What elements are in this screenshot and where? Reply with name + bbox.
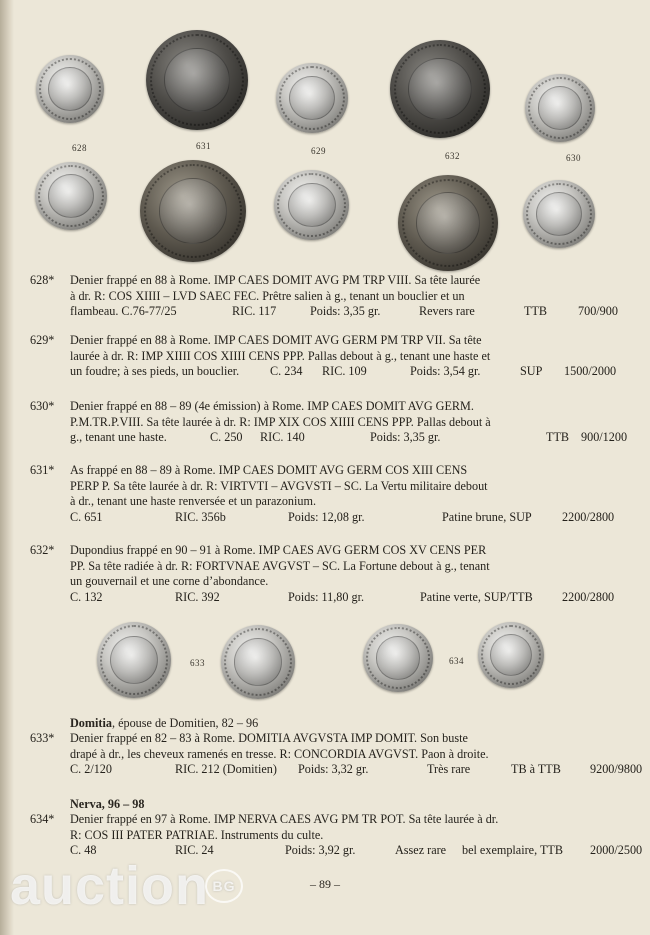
watermark-logo [10,855,243,917]
lot-number: 634* [30,812,55,826]
lot-description-line: à dr. R: COS XIIII – LVD SAEC FEC. Prêtre salien à g., tenant un bouclier et un [70,288,465,303]
section-heading-nerva [70,797,144,812]
lot-grade: Patine verte, SUP/TTB [420,589,533,604]
lot-description-line: un foudre; à ses pieds, un bouclier. [70,364,240,378]
heading-rest: , épouse de Domitien, 82 – 96 [111,716,259,730]
coin-label-633: 633 [190,658,205,668]
coin-label-630: 630 [566,153,581,163]
heading-name: Nerva, 96 – 98 [70,797,145,811]
lot-note: Revers rare [419,304,475,318]
lot-weight: Poids: 3,35 gr. [310,304,381,318]
lot-description-line: P.M.TR.P.VIII. Sa tête laurée à dr. R: IMP XIX COS XIIII CENS PPP. Pallas debout à [70,414,491,429]
lot-grade: TTB [524,304,548,318]
coin-630-obverse [525,74,595,142]
lot-number: 632* [30,543,55,557]
lot-cref: C. 48 [70,843,97,857]
coin-630-reverse [523,180,595,248]
lot-description-line: g., tenant une haste. [70,430,167,444]
lot-ric: RIC. 392 [175,589,220,604]
lot-number: 628* [30,273,55,287]
lot-ric: RIC. 140 [260,430,305,444]
lot-price: 2200/2800 [562,589,615,604]
lot-632 [30,543,625,605]
lot-number: 631* [30,463,55,477]
lot-634 [30,812,643,859]
lot-cref: C. 234 [270,364,303,378]
coin-629-reverse [274,170,349,240]
watermark-text: auction [10,856,210,916]
lot-grade: TTB [546,430,570,444]
lot-629 [30,333,625,380]
lot-628 [30,273,625,320]
lot-description-line: Denier frappé en 88 – 89 (4e émission) à Rome. IMP CAES DOMIT AVG GERM. [70,399,474,413]
lot-description-line: Denier frappé en 82 – 83 à Rome. DOMITIA AVGVSTA IMP DOMIT. Son buste [70,731,468,745]
lot-weight: Poids: 3,35 gr. [370,430,441,444]
coin-634-reverse [478,622,544,688]
lot-description-line: un gouvernail et une corne d’abondance. [70,574,269,588]
lot-grade: bel exemplaire, TTB [462,843,563,857]
lot-description-line: Denier frappé en 88 à Rome. IMP CAES DOMIT AVG PM TRP VIII. Sa tête laurée [70,273,481,287]
coin-label-634: 634 [449,656,464,666]
lot-description-line: Denier frappé en 97 à Rome. IMP NERVA CAES AVG PM TR POT. Sa tête laurée à dr. [70,812,499,826]
lot-description-line: R: COS III PATER PATRIAE. Instruments du culte. [70,827,324,842]
coin-632-obverse [390,40,490,138]
lot-633 [30,731,643,778]
lot-price: 9200/9800 [590,762,643,776]
lot-price: 900/1200 [581,430,628,444]
lot-number: 633* [30,731,55,745]
lot-weight: Poids: 12,08 gr. [288,509,365,524]
lot-number: 629* [30,333,55,347]
lot-ric: RIC. 117 [232,304,277,318]
lot-description-line: Denier frappé en 88 à Rome. IMP CAES DOMIT AVG GERM PM TRP VII. Sa tête [70,333,482,347]
coin-label-631: 631 [196,141,211,151]
lot-cref: C. 2/120 [70,762,112,776]
coin-634-obverse [363,624,433,692]
heading-name: Domitia [70,716,112,730]
lot-weight: Poids: 11,80 gr. [288,589,365,604]
coin-633-reverse [221,625,295,699]
lot-ric: RIC. 109 [322,364,367,378]
lot-description-line: laurée à dr. R: IMP XIIII COS XIIII CENS PPP. Pallas debout à g., tenant une haste et [70,348,491,363]
coin-633-obverse [97,622,171,698]
lot-number: 630* [30,399,55,413]
lot-price: 700/900 [578,304,618,318]
lot-description-line: à dr., tenant une haste renversée et un parazonium. [70,494,317,508]
lot-grade: TB à TTB [511,762,561,776]
lot-price: 2000/2500 [590,843,643,857]
lot-description-line: PERP P. Sa tête laurée à dr. R: VIRTVTI – AVGVSTI – SC. La Vertu militaire debout [70,478,488,493]
coin-629-obverse [276,63,348,133]
coin-label-632: 632 [445,151,460,161]
lot-description-line: flambeau. C.76-77/25 [70,304,177,318]
lot-description-line: drapé à dr., les cheveux ramenés en tresse. R: CONCORDIA AVGVST. Paon à droite. [70,746,489,761]
lot-description-line: Dupondius frappé en 90 – 91 à Rome. IMP CAES AVG GERM COS XV CENS PER [70,543,487,557]
lot-grade: Patine brune, SUP [442,509,532,524]
lot-description-line: As frappé en 88 – 89 à Rome. IMP CAES DOMIT AVG GERM COS XIII CENS [70,463,468,477]
book-spine-shadow [0,0,14,935]
lot-description-line: PP. Sa tête radiée à dr. R: FORTVNAE AVGVST – SC. La Fortune debout à g., tenant [70,558,490,573]
watermark-badge: BG [205,869,243,903]
coin-label-629: 629 [311,146,326,156]
coin-628-reverse [35,162,107,230]
lot-cref: C. 651 [70,509,103,524]
section-heading-domitia [70,716,258,731]
lot-grade: SUP [520,364,543,378]
page-number: – 89 – [310,877,340,891]
lot-cref: C. 250 [210,430,243,444]
lot-weight: Poids: 3,32 gr. [298,762,369,776]
lot-630 [30,399,628,446]
lot-weight: Poids: 3,54 gr. [410,364,481,378]
lot-631 [30,463,625,525]
lot-note: Assez rare [395,843,447,857]
lot-price: 1500/2000 [564,364,617,378]
coin-label-628: 628 [72,143,87,153]
lot-ric: RIC. 356b [175,509,226,524]
lot-cref: C. 132 [70,589,103,604]
lot-ric: RIC. 24 [175,843,214,857]
lot-price: 2200/2800 [562,509,615,524]
coin-631-reverse [140,160,246,262]
coin-628-obverse [36,55,104,123]
coin-631-obverse [146,30,248,130]
lot-weight: Poids: 3,92 gr. [285,843,356,857]
coin-632-reverse [398,175,498,271]
lot-ric: RIC. 212 (Domitien) [175,762,277,776]
lot-note: Très rare [427,762,471,776]
